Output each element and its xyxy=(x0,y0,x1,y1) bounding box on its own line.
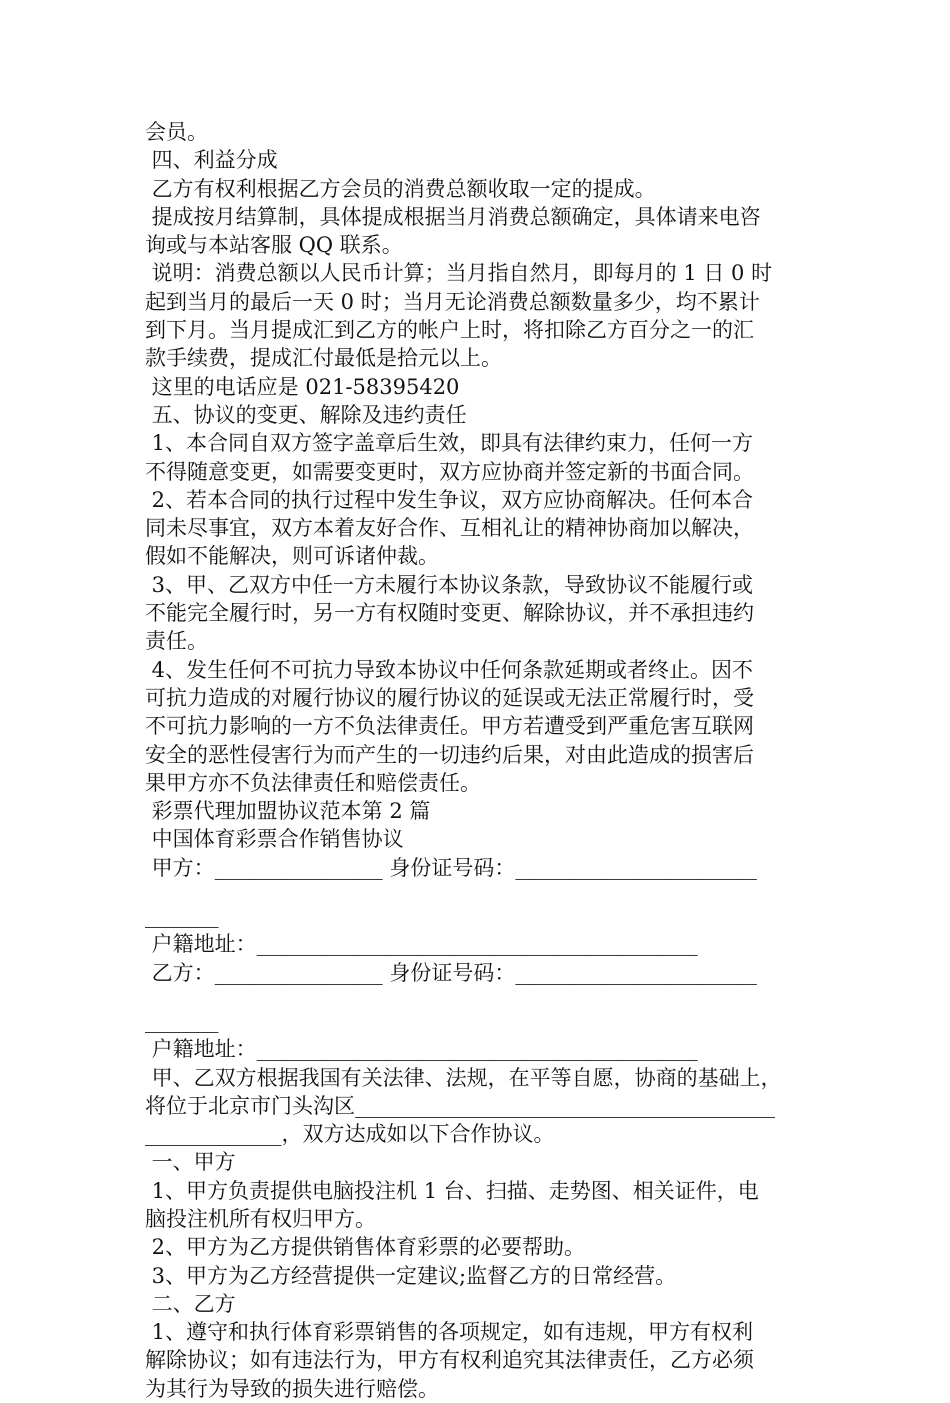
text-line: 解除协议；如有违法行为，甲方有权利追究其法律责任，乙方必须 xyxy=(145,1348,754,1373)
text-line: 假如不能解决，则可诉诸仲裁。 xyxy=(145,544,439,569)
text-line: 询或与本站客服 QQ 联系。 xyxy=(145,233,403,258)
text-line: 3、甲方为乙方经营提供一定建议;监督乙方的日常经营。 xyxy=(145,1263,677,1288)
phone-line: 这里的电话应是 021-58395420 xyxy=(145,374,460,399)
text-line: 到下月。当月提成汇到乙方的帐户上时，将扣除乙方百分之一的汇 xyxy=(145,318,754,343)
spacer xyxy=(145,987,825,1007)
text-line: 4、发生任何不可抗力导致本协议中任何条款延期或者终止。因不 xyxy=(145,657,754,682)
text-line: 说明：消费总额以人民币计算；当月指自然月，即每月的 1 日 0 时 xyxy=(145,261,773,286)
text-line: 款手续费，提成汇付最低是拾元以上。 xyxy=(145,346,502,371)
document-body xyxy=(145,118,825,1403)
party-b-field: 乙方：________________ 身份证号码：_______________________ xyxy=(145,960,757,985)
section-heading: 四、利益分成 xyxy=(145,148,278,173)
text-line: 甲、乙双方根据我国有关法律、法规，在平等自愿，协商的基础上， xyxy=(145,1065,782,1090)
text-line: 1、甲方负责提供电脑投注机 1 台、扫描、走势图、相关证件，电 xyxy=(145,1178,759,1203)
text-line: 同未尽事宜，双方本着友好合作、互相礼让的精神协商加以解决， xyxy=(145,516,754,541)
text-line: 1、本合同自双方签字盖章后生效，即具有法律约束力，任何一方 xyxy=(145,431,754,456)
text-line: 不可抗力影响的一方不负法律责任。甲方若遭受到严重危害互联网 xyxy=(145,714,754,739)
field-continuation: _______ xyxy=(145,904,219,929)
text-line: 可抗力造成的对履行协议的履行协议的延误或无法正常履行时，受 xyxy=(145,685,754,710)
party-a-address-field: 户籍地址：__________________________________________ xyxy=(145,932,698,957)
text-line: 2、若本合同的执行过程中发生争议，双方应协商解决。任何本合 xyxy=(145,487,754,512)
text-line: 起到当月的最后一天 0 时；当月无论消费总额数量多少，均不累计 xyxy=(145,289,760,314)
text-line: 2、甲方为乙方提供销售体育彩票的必要帮助。 xyxy=(145,1235,586,1260)
text-line: 果甲方亦不负法律责任和赔偿责任。 xyxy=(145,770,481,795)
text-line: 乙方有权利根据乙方会员的消费总额收取一定的提成。 xyxy=(145,176,656,201)
text-line: 不得随意变更，如需要变更时，双方应协商并签定新的书面合同。 xyxy=(145,459,754,484)
article-title: 彩票代理加盟协议范本第 2 篇 xyxy=(145,799,431,824)
section-heading: 一、甲方 xyxy=(145,1150,236,1175)
party-a-field: 甲方：________________ 身份证号码：_______________________ xyxy=(145,855,757,880)
text-line: 脑投注机所有权归甲方。 xyxy=(145,1206,376,1231)
text-line: 为其行为导致的损失进行赔偿。 xyxy=(145,1376,439,1401)
section-heading: 五、协议的变更、解除及违约责任 xyxy=(145,402,467,427)
location-field: 将位于北京市门头沟区________________________________________ xyxy=(145,1093,775,1118)
section-heading: 二、乙方 xyxy=(145,1291,236,1316)
text-line: 责任。 xyxy=(145,629,208,654)
party-b-address-field: 户籍地址：__________________________________________ xyxy=(145,1037,698,1062)
text-line: 1、遵守和执行体育彩票销售的各项规定，如有违规，甲方有权利 xyxy=(145,1320,754,1345)
text-line: 提成按月结算制，具体提成根据当月消费总额确定，具体请来电咨 xyxy=(145,204,761,229)
text-line: 安全的恶性侵害行为而产生的一切违约后果，对由此造成的损害后 xyxy=(145,742,754,767)
spacer xyxy=(145,882,825,902)
text-line: _____________，双方达成如以下合作协议。 xyxy=(145,1122,555,1147)
text-line: 3、甲、乙双方中任一方未履行本协议条款，导致协议不能履行或 xyxy=(145,572,754,597)
agreement-title: 中国体育彩票合作销售协议 xyxy=(145,827,404,852)
text-line: 不能完全履行时，另一方有权随时变更、解除协议，并不承担违约 xyxy=(145,601,754,626)
text-line: 会员。 xyxy=(145,120,208,144)
field-continuation: _______ xyxy=(145,1008,219,1033)
